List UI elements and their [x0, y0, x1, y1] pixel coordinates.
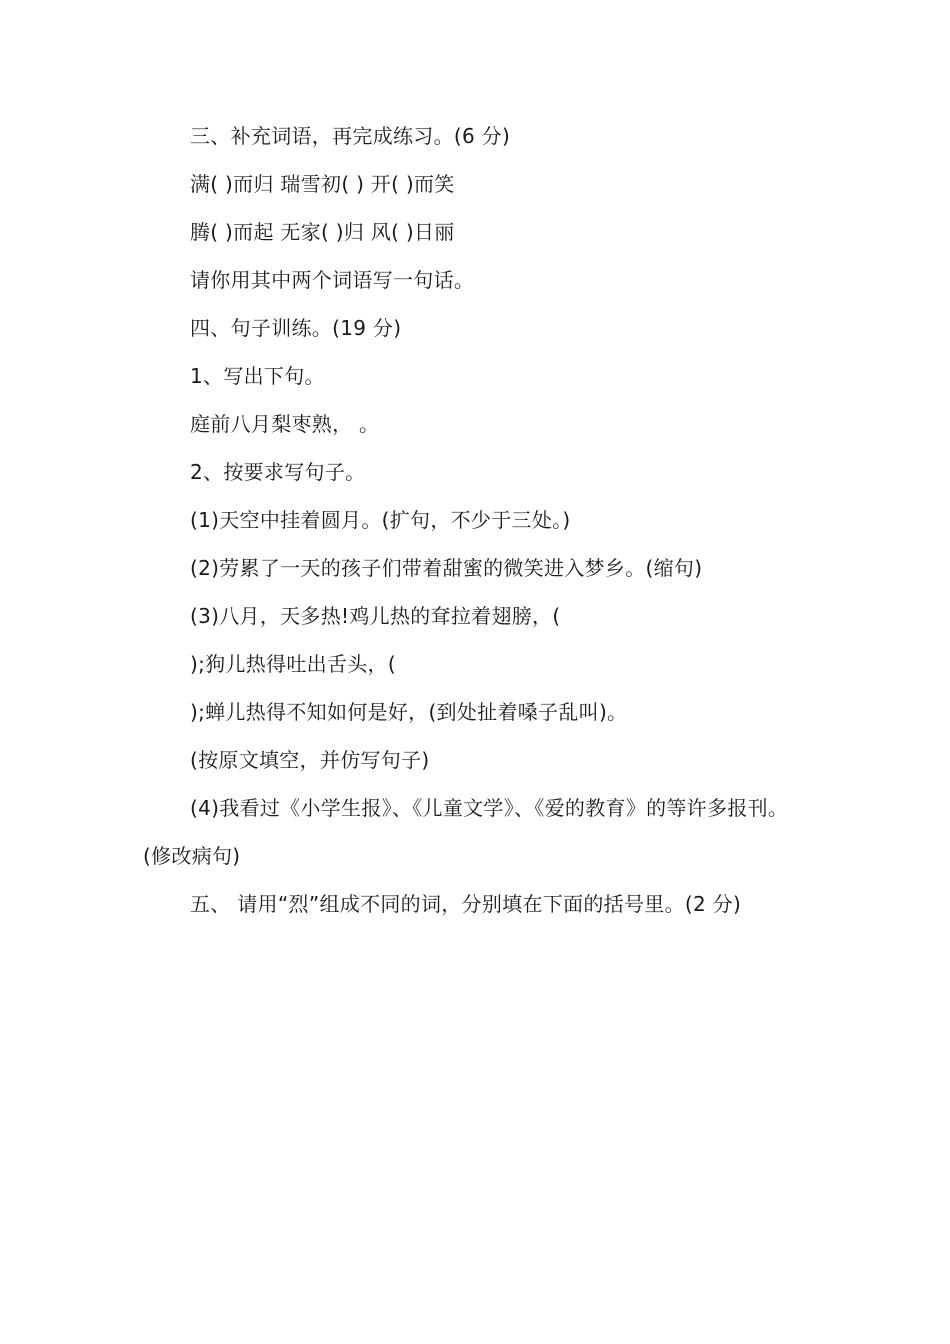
- idiom-row-2: 腾( )而起 无家( )归 风( )日丽: [190, 220, 455, 244]
- section-heading-3: 三、补充词语，再完成练习。(6 分): [190, 124, 511, 148]
- poem-line: 庭前八月梨枣熟， 。: [190, 412, 380, 436]
- sub-question-4: (4)我看过《小学生报》、《儿童文学》、《爱的教育》的等许多报刊。: [190, 796, 789, 820]
- sub-question-2: (2)劳累了一天的孩子们带着甜蜜的微笑进入梦乡。(缩句): [190, 556, 703, 580]
- sub-question-4-instruction: (修改病句): [143, 844, 241, 868]
- idiom-row-1: 满( )而归 瑞雪初( ) 开( )而笑: [190, 172, 455, 196]
- sub-question-3-part-2: );狗儿热得吐出舌头，(: [190, 652, 396, 676]
- sub-question-1: (1)天空中挂着圆月。(扩句，不少于三处。): [190, 508, 571, 532]
- question-1: 1、写出下句。: [190, 364, 325, 388]
- section-heading-5: 五、 请用“烈”组成不同的词，分别填在下面的括号里。(2 分): [190, 892, 742, 916]
- sub-question-3-part-1: (3)八月，天多热!鸡儿热的耷拉着翅膀，(: [190, 604, 561, 628]
- instruction-sentence: 请你用其中两个词语写一句话。: [190, 268, 475, 292]
- document-body: [143, 112, 823, 928]
- sub-question-3-part-3: );蝉儿热得不知如何是好，(到处扯着嗓子乱叫)。: [190, 700, 628, 724]
- sub-question-3-instruction: (按原文填空，并仿写句子): [190, 748, 430, 772]
- question-2: 2、按要求写句子。: [190, 460, 366, 484]
- section-heading-4: 四、句子训练。(19 分): [190, 316, 402, 340]
